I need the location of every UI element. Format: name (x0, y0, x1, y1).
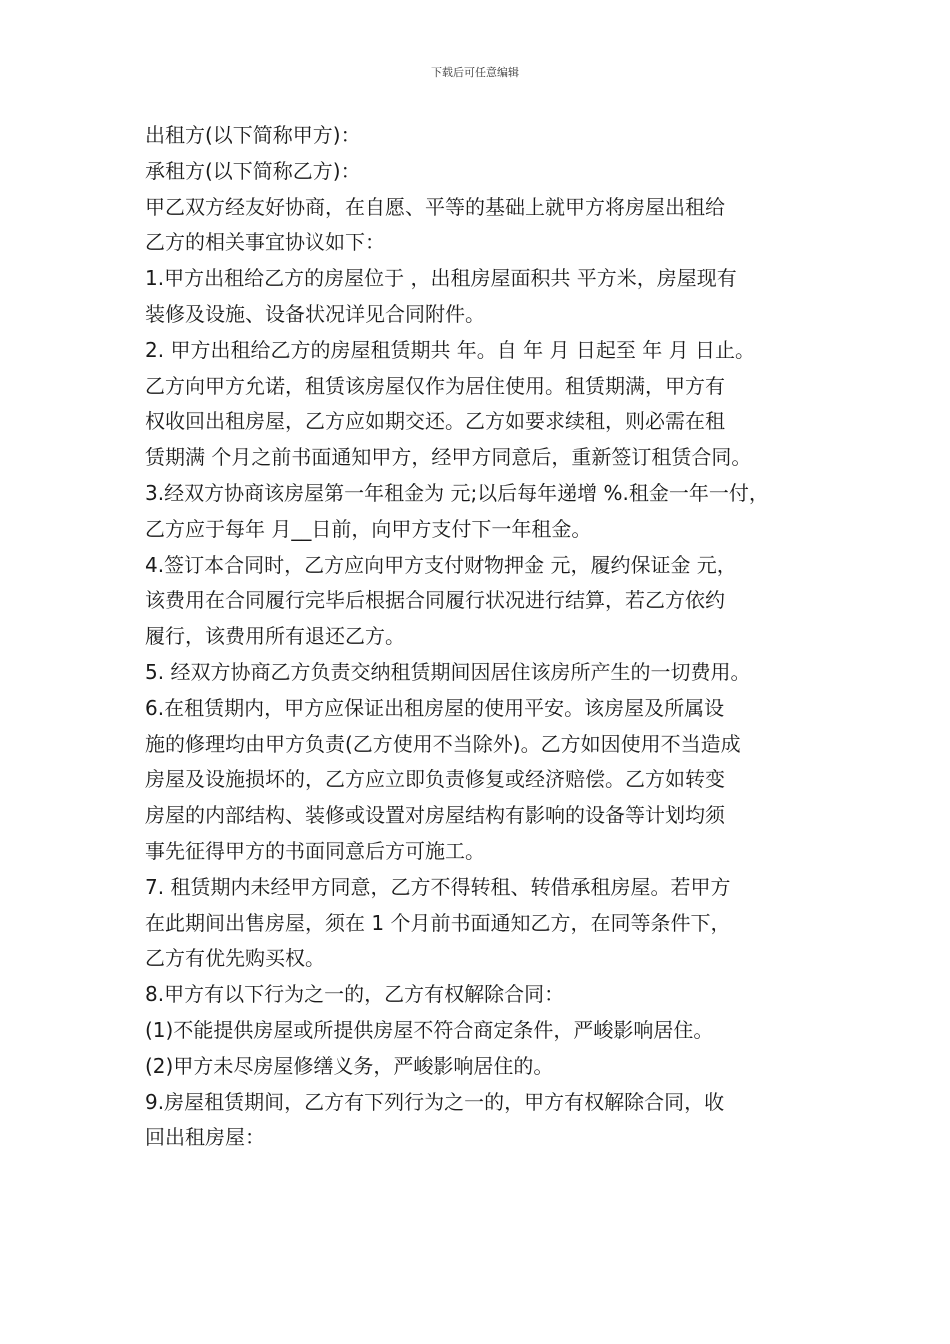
text-line: 8.甲方有以下行为之一的，乙方有权解除合同： (145, 982, 565, 1007)
text-line: 该费用在合同履行完毕后根据合同履行状况进行结算，若乙方依约 (145, 588, 725, 613)
text-line: 6.在租赁期内，甲方应保证出租房屋的使用平安。该房屋及所属设 (145, 695, 725, 720)
text-line: 2. 甲方出租给乙方的房屋租赁期共 年。自 年 月 日起至 年 月 日止。 (145, 337, 755, 362)
text-line: 3.经双方协商该房屋第一年租金为 元;以后每年递增 %.租金一年一付， (145, 480, 769, 505)
text-line: 出租方(以下简称甲方)： (145, 123, 361, 147)
text-line: 房屋的内部结构、装修或设置对房屋结构有影响的设备等计划均须 (145, 803, 725, 828)
text-line: 7. 租赁期内未经甲方同意，乙方不得转租、转借承租房屋。若甲方 (145, 874, 731, 899)
text-line: 回出租房屋： (145, 1125, 265, 1150)
text-line: 乙方向甲方允诺，租赁该房屋仅作为居住使用。租赁期满，甲方有 (145, 373, 725, 398)
text-line: (2)甲方未尽房屋修缮义务，严峻影响居住的。 (145, 1053, 554, 1078)
text-line: 承租方(以下简称乙方)： (145, 158, 361, 183)
text-line: 乙方有优先购买权。 (145, 946, 325, 971)
page-header: 下载后可任意编辑 (431, 66, 519, 79)
contract-body (145, 118, 825, 1156)
text-line: 1.甲方出租给乙方的房屋位于 ，出租房屋面积共 平方米，房屋现有 (145, 266, 737, 291)
text-line: 装修及设施、设备状况详见合同附件。 (145, 301, 485, 326)
text-line: (1)不能提供房屋或所提供房屋不符合商定条件，严峻影响居住。 (145, 1017, 714, 1042)
text-line: 5. 经双方协商乙方负责交纳租赁期间因居住该房所产生的一切费用。 (145, 659, 751, 684)
text-line: 施的修理均由甲方负责(乙方使用不当除外)。乙方如因使用不当造成 (145, 731, 741, 756)
text-line: 赁期满 个月之前书面通知甲方，经甲方同意后，重新签订租赁合同。 (145, 445, 752, 470)
text-line: 4.签订本合同时，乙方应向甲方支付财物押金 元，履约保证金 元， (145, 552, 737, 577)
text-line: 履行，该费用所有退还乙方。 (145, 624, 405, 649)
text-line: 9.房屋租赁期间，乙方有下列行为之一的，甲方有权解除合同，收 (145, 1089, 725, 1114)
text-line: 在此期间出售房屋，须在 1 个月前书面通知乙方，在同等条件下， (145, 910, 731, 935)
text-line: 甲乙双方经友好协商，在自愿、平等的基础上就甲方将房屋出租给 (145, 194, 725, 219)
text-line: 权收回出租房屋，乙方应如期交还。乙方如要求续租，则必需在租 (145, 409, 725, 434)
text-line: 乙方的相关事宜协议如下： (145, 230, 385, 255)
text-line: 房屋及设施损坏的，乙方应立即负责修复或经济赔偿。乙方如转变 (145, 767, 725, 792)
text-line: 事先征得甲方的书面同意后方可施工。 (145, 838, 485, 863)
text-line: 乙方应于每年 月__日前，向甲方支付下一年租金。 (145, 516, 592, 541)
